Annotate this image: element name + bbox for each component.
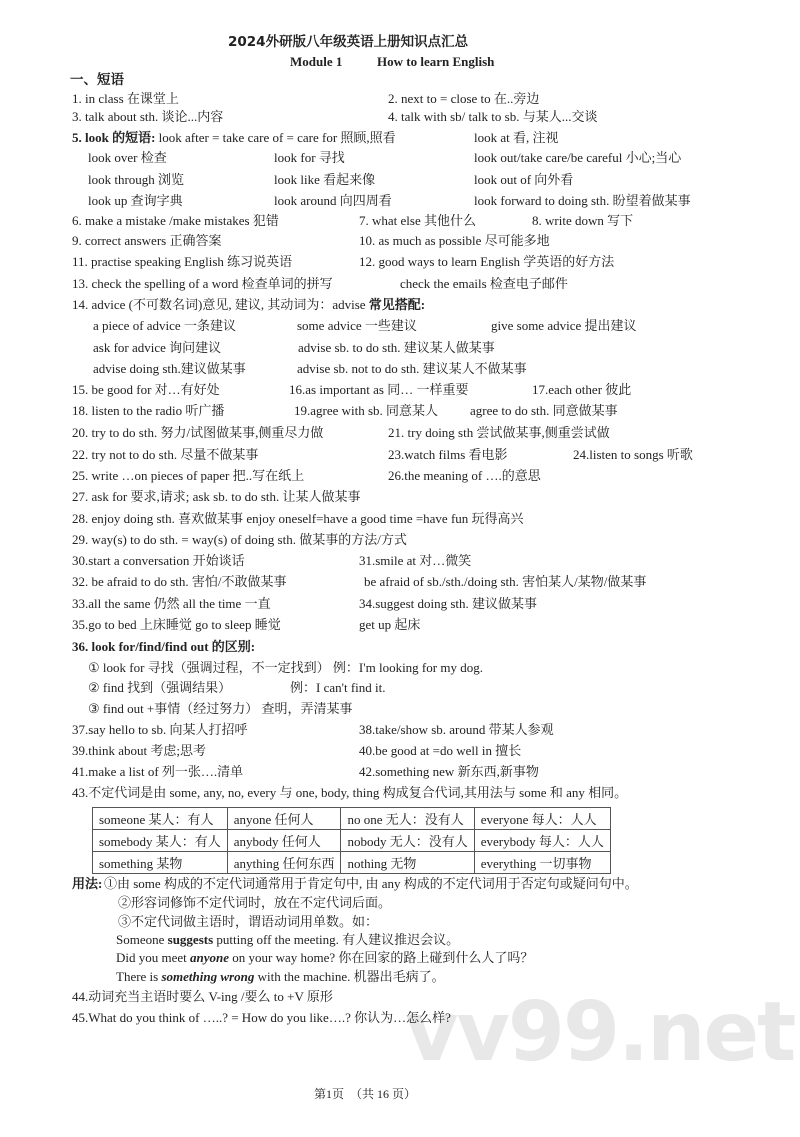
table-row: [93, 808, 611, 830]
list-item: 38.take/show sb. around 带某人参观: [359, 722, 554, 737]
list-item: a piece of advice 一条建议: [93, 318, 236, 333]
text: with the machine. 机器出毛病了。: [254, 969, 445, 984]
list-item: ① look for 寻找（强调过程，不一定找到） 例：I'm looking for my dog.: [88, 660, 483, 675]
example-sentence: [116, 969, 445, 985]
list-item: look at 看, 注视: [474, 130, 559, 145]
list-item: ② find 找到（强调结果）: [88, 680, 232, 695]
list-item: 37.say hello to sb. 向某人打招呼: [72, 722, 248, 737]
list-item: 40.be good at =do well in 擅长: [359, 743, 522, 758]
usage-point: ③不定代词做主语时，谓语动词用单数。如：: [118, 914, 379, 929]
pronoun-table: [92, 807, 611, 874]
section-heading: 一、短语: [70, 72, 124, 88]
list-item: ask for advice 询问建议: [93, 340, 222, 355]
list-item: 41.make a list of 列一张….清单: [72, 764, 244, 779]
list-item: 34.suggest doing sth. 建议做某事: [359, 596, 538, 611]
list-item: 33.all the same 仍然 all the time 一直: [72, 596, 271, 611]
list-item: 12. good ways to learn English 学英语的好方法: [359, 254, 615, 269]
list-item: 44.动词充当主语时要么 V-ing /要么 to +V 原形: [72, 989, 333, 1004]
list-item: ③ find out +事情（经过努力） 查明，弄清某事: [88, 701, 353, 716]
list-item: 17.each other 彼此: [532, 382, 632, 397]
table-cell: something 某物: [93, 852, 228, 874]
list-item: 8. write down 写下: [532, 213, 634, 228]
list-item: 31.smile at 对…微笑: [359, 553, 472, 568]
table-cell: anyone 任何人: [227, 808, 341, 830]
usage-label: 用法:: [72, 876, 103, 891]
page-footer: 第1页 （共 16 页）: [314, 1087, 417, 1101]
table-cell: everyone 每人：人人: [474, 808, 610, 830]
emphasis: anyone: [190, 950, 230, 965]
list-item: 24.listen to songs 听歌: [573, 447, 693, 462]
list-item: 36. look for/find/find out 的区别:: [72, 639, 256, 654]
module-label: Module 1: [290, 54, 343, 69]
list-item: look forward to doing sth. 盼望着做某事: [474, 193, 691, 208]
list-item: 32. be afraid to do sth. 害怕/不敢做某事: [72, 574, 287, 589]
item-text: 14. advice (不可数名词)意见, 建议, 其动词为：advise: [72, 297, 369, 312]
list-item: 42.something new 新东西,新事物: [359, 764, 539, 779]
list-item: advise doing sth.建议做某事: [93, 361, 246, 376]
list-item: 3. talk about sth. 谈论...内容: [72, 109, 224, 124]
example-sentence: [116, 932, 459, 948]
list-item: 30.start a conversation 开始谈话: [72, 553, 245, 568]
table-cell: everybody 每人：人人: [474, 830, 610, 852]
list-item: look out of 向外看: [474, 172, 574, 187]
list-item: 15. be good for 对…有好处: [72, 382, 220, 397]
list-item: 28. enjoy doing sth. 喜欢做某事 enjoy oneself=have a good time =have fun 玩得高兴: [72, 511, 524, 526]
list-item: give some advice 提出建议: [491, 318, 637, 333]
list-item: 35.go to bed 上床睡觉 go to sleep 睡觉: [72, 617, 281, 632]
document-title: 2024外研版八年级英语上册知识点汇总: [228, 34, 469, 50]
table-cell: no one 无人：没有人: [341, 808, 474, 830]
list-item: 9. correct answers 正确答案: [72, 233, 222, 248]
list-item: some advice 一些建议: [297, 318, 417, 333]
usage-point: ①由 some 构成的不定代词通常用于肯定句中, 由 any 构成的不定代词用于否定句或疑问句中。: [104, 876, 638, 891]
table-cell: nothing 无物: [341, 852, 474, 874]
list-item: [72, 130, 396, 146]
text: on your way home? 你在回家的路上碰到什么人了吗？: [229, 950, 534, 965]
table-row: [93, 830, 611, 852]
text: There is: [116, 969, 162, 984]
list-item: check the emails 检查电子邮件: [400, 276, 568, 291]
list-item: 27. ask for 要求,请求; ask sb. to do sth. 让某人做某事: [72, 489, 361, 504]
emphasis: suggests: [167, 932, 214, 947]
list-item: look like 看起来像: [274, 172, 376, 187]
table-cell: somebody 某人：有人: [93, 830, 228, 852]
module-name: How to learn English: [377, 54, 495, 69]
list-item: 2. next to = close to 在..旁边: [388, 91, 540, 106]
text: putting off the meeting. 有人建议推迟会议。: [213, 932, 460, 947]
list-item: 6. make a mistake /make mistakes 犯错: [72, 213, 279, 228]
list-item: 29. way(s) to do sth. = way(s) of doing sth. 做某事的方法/方式: [72, 532, 407, 547]
list-item: 1. in class 在课堂上: [72, 91, 179, 106]
list-item: agree to do sth. 同意做某事: [470, 403, 618, 418]
item-emphasis: 常见搭配:: [368, 297, 426, 312]
table-cell: anything 任何东西: [227, 852, 341, 874]
list-item: 10. as much as possible 尽可能多地: [359, 233, 550, 248]
table-cell: nobody 无人：没有人: [341, 830, 474, 852]
list-item: 11. practise speaking English 练习说英语: [72, 254, 293, 269]
list-item: look up 查询字典: [88, 193, 183, 208]
list-item: 19.agree with sb. 同意某人: [294, 403, 439, 418]
list-item: look for 寻找: [274, 150, 345, 165]
list-item: 26.the meaning of ….的意思: [388, 468, 541, 483]
list-item: 22. try not to do sth. 尽量不做某事: [72, 447, 259, 462]
list-item: look out/take care/be careful 小心;当心: [474, 150, 682, 165]
list-item: 45.What do you think of …..? = How do you like….? 你认为…怎么样?: [72, 1010, 451, 1025]
emphasis: something wrong: [161, 969, 255, 984]
list-item: 4. talk with sb/ talk to sb. 与某人...交谈: [388, 109, 598, 124]
list-item: 13. check the spelling of a word 检查单词的拼写: [72, 276, 333, 291]
watermark: vv99.net: [405, 985, 795, 1080]
item-text: look after = take care of = care for 照顾,照看: [155, 130, 396, 145]
table-row: [93, 852, 611, 874]
list-item: look around 向四周看: [274, 193, 392, 208]
example-sentence: [116, 950, 533, 966]
list-item: advise sb. not to do sth. 建议某人不做某事: [297, 361, 527, 376]
list-item: 21. try doing sth 尝试做某事,侧重尝试做: [388, 425, 610, 440]
text: Someone: [116, 932, 168, 947]
list-item: be afraid of sb./sth./doing sth. 害怕某人/某物/做某事: [364, 574, 647, 589]
usage-point: ②形容词修饰不定代词时，放在不定代词后面。: [118, 895, 392, 910]
list-item: 20. try to do sth. 努力/试图做某事,侧重尽力做: [72, 425, 324, 440]
table-cell: everything 一切事物: [474, 852, 610, 874]
list-item: look over 检查: [88, 150, 167, 165]
list-item: 7. what else 其他什么: [359, 213, 476, 228]
list-item: look through 浏览: [88, 172, 185, 187]
text: Did you meet: [116, 950, 191, 965]
list-item: 25. write …on pieces of paper 把..写在纸上: [72, 468, 305, 483]
list-item: 例：I can't find it.: [290, 680, 386, 695]
item-heading: 5. look 的短语:: [72, 130, 156, 145]
list-item: [72, 297, 425, 313]
list-item: 43.不定代词是由 some, any, no, every 与 one, body, thing 构成复合代词,其用法与 some 和 any 相同。: [72, 785, 628, 800]
list-item: 23.watch films 看电影: [388, 447, 508, 462]
list-item: get up 起床: [359, 617, 421, 632]
list-item: 39.think about 考虑;思考: [72, 743, 206, 758]
table-cell: someone 某人：有人: [93, 808, 228, 830]
table-cell: anybody 任何人: [227, 830, 341, 852]
list-item: advise sb. to do sth. 建议某人做某事: [298, 340, 495, 355]
list-item: 16.as important as 同… 一样重要: [289, 382, 469, 397]
list-item: 18. listen to the radio 听广播: [72, 403, 225, 418]
